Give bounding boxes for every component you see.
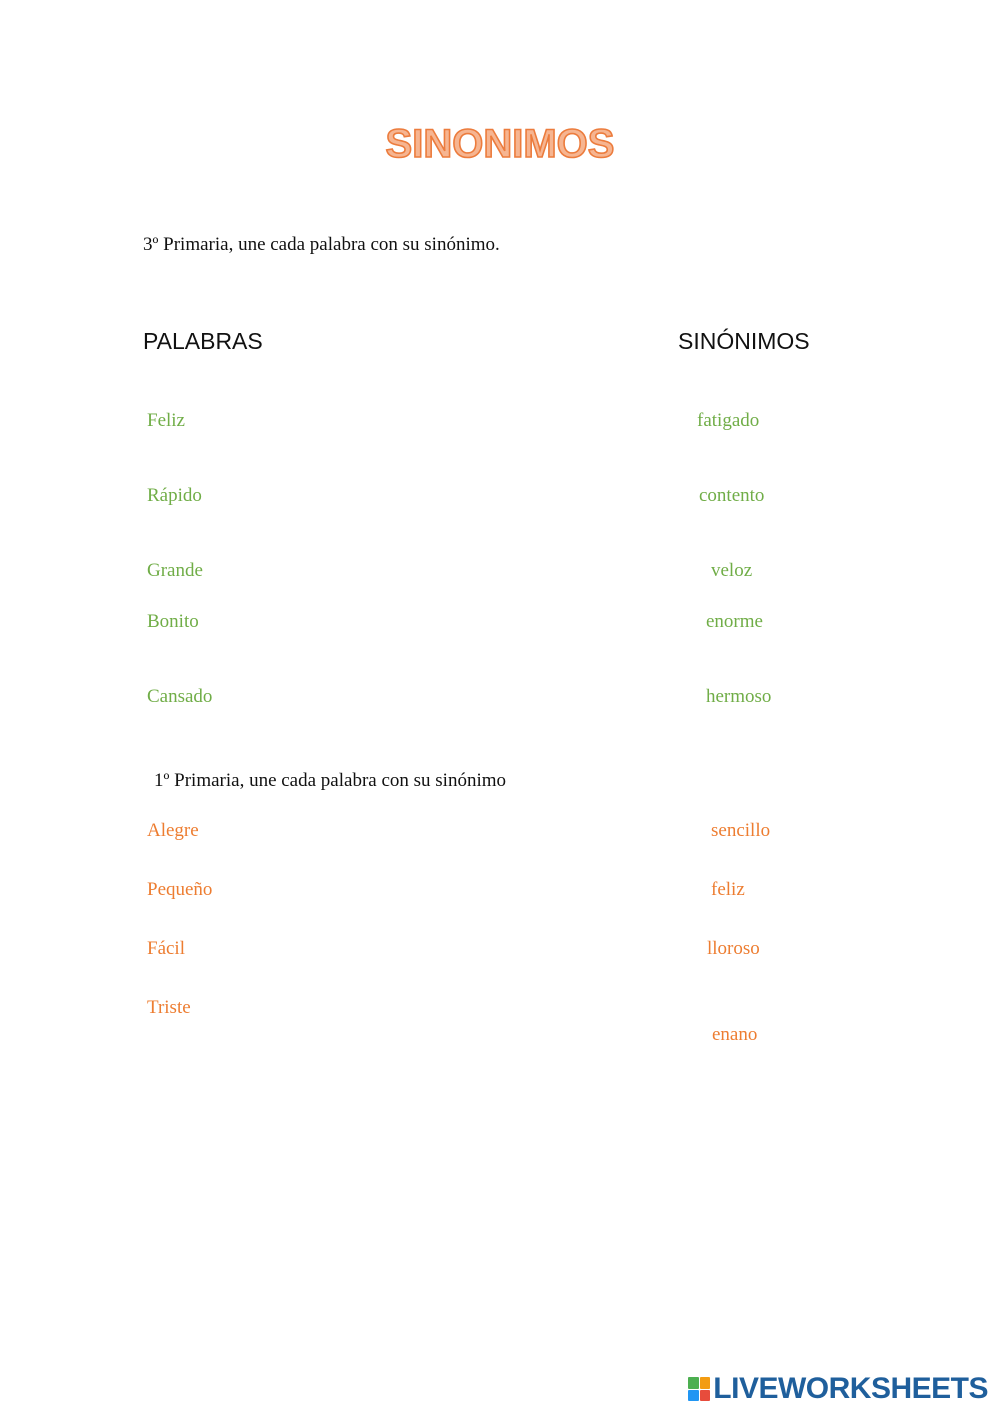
synonym-item[interactable]: lloroso — [707, 938, 760, 959]
word-item[interactable]: Triste — [147, 997, 191, 1018]
synonym-item[interactable]: contento — [699, 485, 765, 506]
worksheet-title: SINONIMOS — [385, 122, 615, 166]
word-item[interactable]: Cansado — [147, 686, 213, 707]
liveworksheets-logo-icon — [688, 1377, 710, 1401]
liveworksheets-branding[interactable] — [688, 1372, 988, 1406]
instruction-first-grade: 1º Primaria, une cada palabra con su sinónimo — [154, 770, 507, 791]
synonym-item[interactable]: enano — [712, 1024, 758, 1045]
synonym-item[interactable]: enorme — [706, 611, 763, 632]
word-item[interactable]: Alegre — [147, 820, 199, 841]
column-header-words: PALABRAS — [143, 328, 263, 354]
word-item[interactable]: Rápido — [147, 485, 202, 506]
synonym-item[interactable]: hermoso — [706, 686, 772, 707]
word-item[interactable]: Grande — [147, 560, 203, 581]
synonym-item[interactable]: fatigado — [697, 410, 760, 431]
instruction-third-grade: 3º Primaria, une cada palabra con su sinónimo. — [143, 234, 500, 255]
word-item[interactable]: Feliz — [147, 410, 185, 431]
brand-name: LIVEWORKSHEETS — [713, 1372, 988, 1405]
word-item[interactable]: Fácil — [147, 938, 185, 959]
word-item[interactable]: Bonito — [147, 611, 199, 632]
synonym-item[interactable]: feliz — [711, 879, 745, 900]
synonym-item[interactable]: sencillo — [711, 820, 771, 841]
column-header-synonyms: SINÓNIMOS — [678, 328, 810, 354]
word-item[interactable]: Pequeño — [147, 879, 213, 900]
synonym-item[interactable]: veloz — [711, 560, 753, 581]
